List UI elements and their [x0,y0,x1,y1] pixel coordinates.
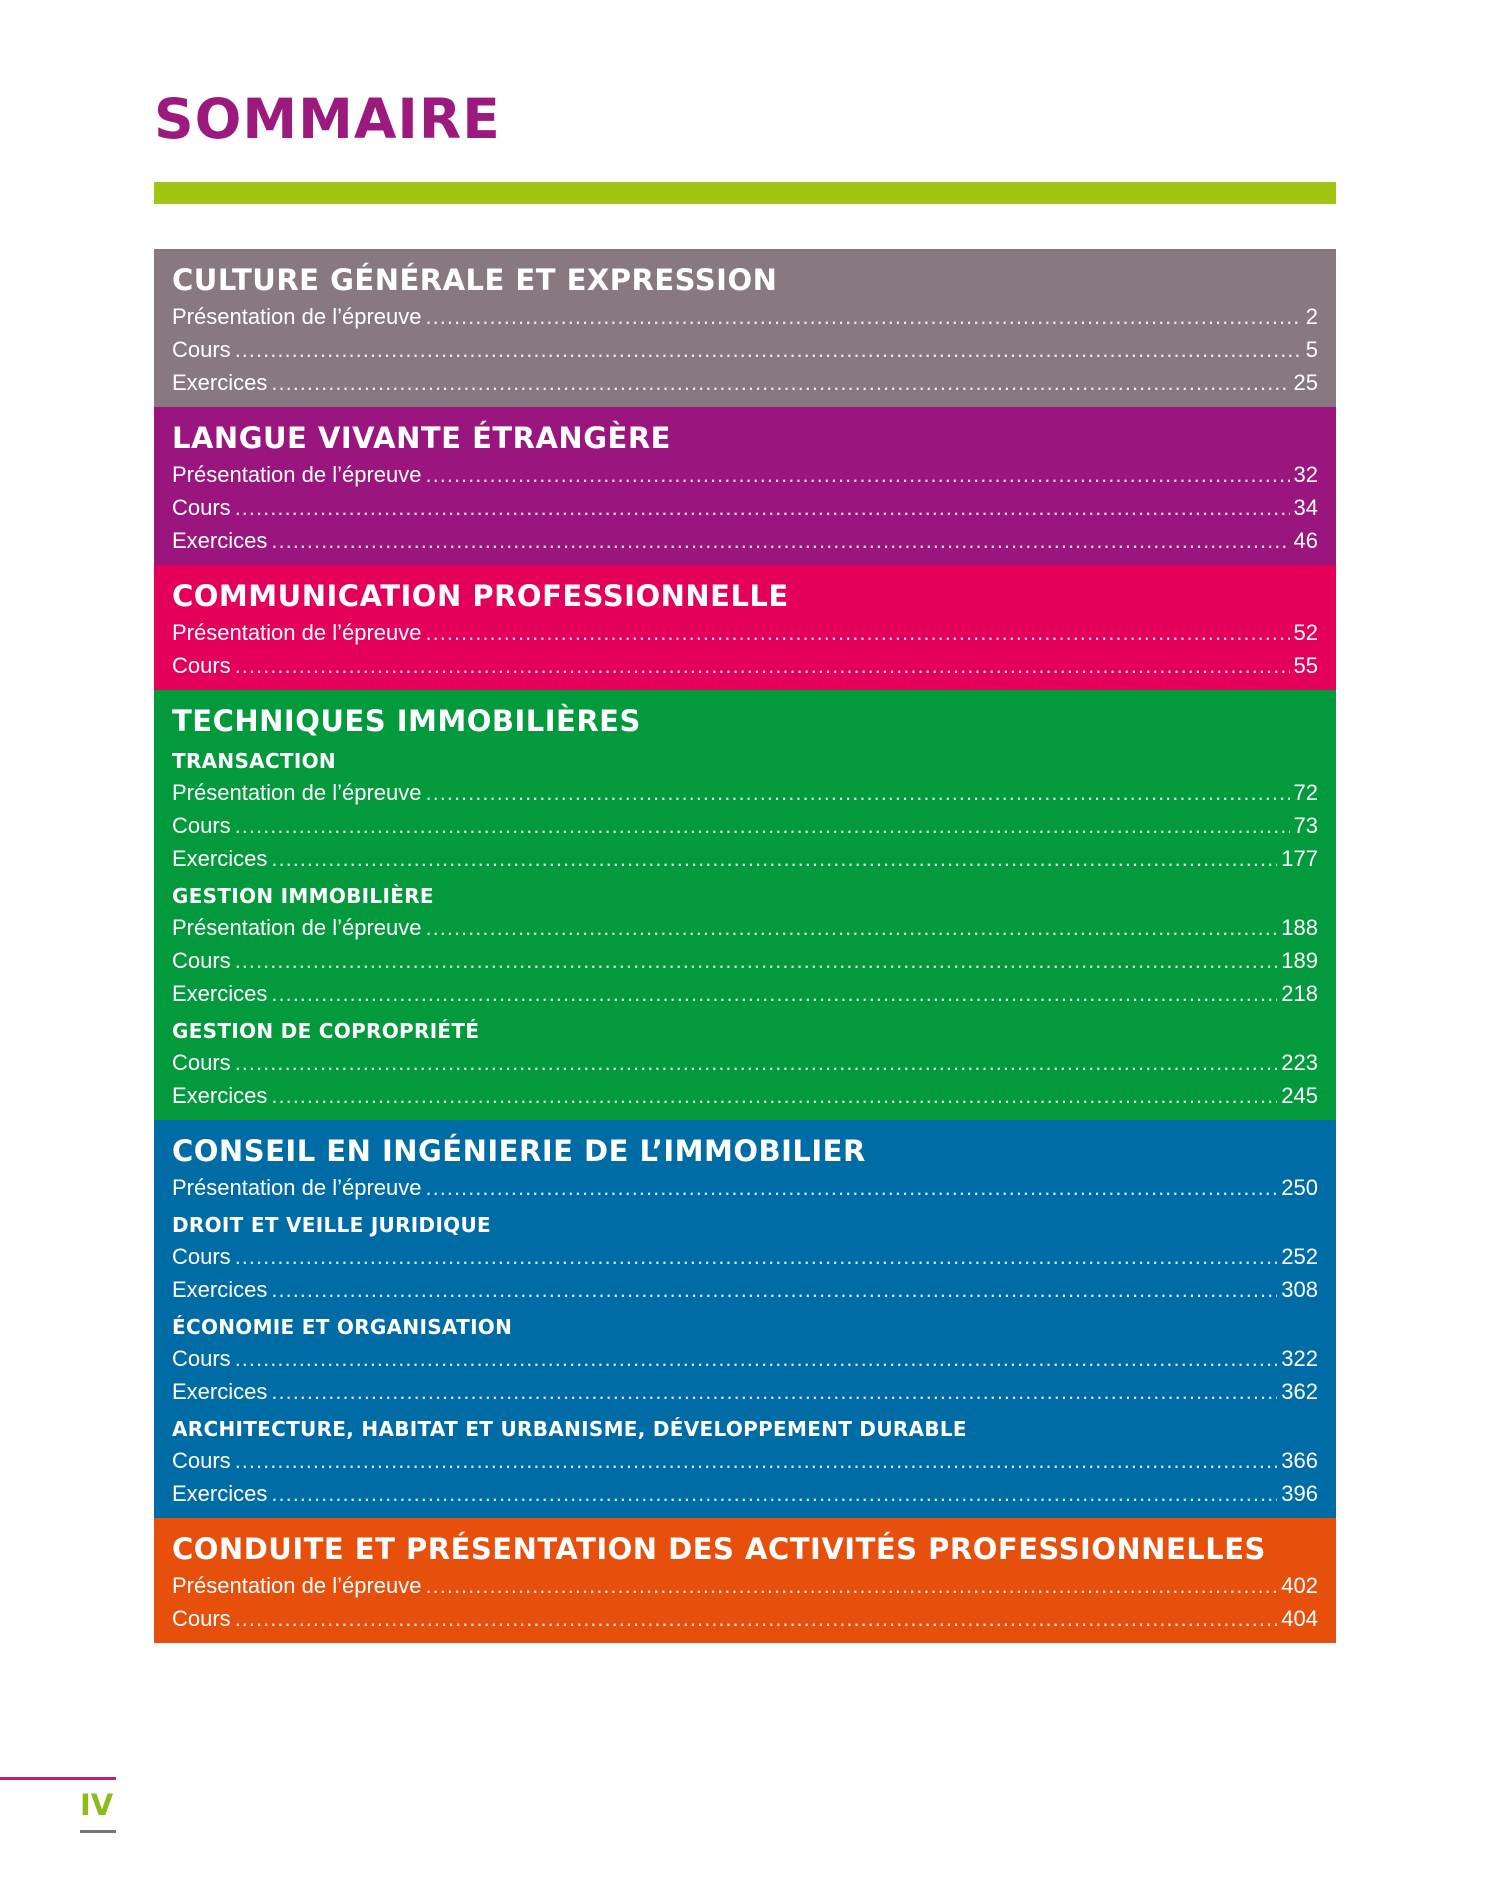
toc-entry-label: Présentation de l’épreuve [172,304,422,329]
toc-dot-leader [271,1079,1277,1112]
toc-dot-leader [426,300,1302,333]
toc-entry-page: 55 [1293,653,1318,678]
toc-entry-page: 188 [1281,915,1318,940]
toc-dot-leader [426,458,1290,491]
toc-dot-leader [271,977,1277,1010]
toc-dot-leader [271,524,1289,557]
toc-entry[interactable] [172,809,1318,842]
toc-section [154,565,1336,690]
toc-section-title: COMMUNICATION PROFESSIONNELLE [172,579,789,613]
toc-entry[interactable] [172,1171,1318,1204]
toc-entry[interactable] [172,1273,1318,1306]
toc-entry-page: 73 [1293,813,1318,838]
toc-section-title: TECHNIQUES IMMOBILIÈRES [172,704,641,738]
toc-entry[interactable] [172,1375,1318,1408]
toc-section [154,407,1336,565]
toc-subsection-title: ÉCONOMIE ET ORGANISATION [172,1315,513,1339]
toc-entry-page: 2 [1305,304,1318,329]
page-title: SOMMAIRE [154,87,501,151]
toc-section-title: CULTURE GÉNÉRALE ET EXPRESSION [172,263,778,297]
toc-section-title: CONSEIL EN INGÉNIERIE DE L’IMMOBILIER [172,1134,866,1168]
toc-entry[interactable] [172,458,1318,491]
toc-subsection-title: DROIT ET VEILLE JURIDIQUE [172,1213,491,1237]
toc-dot-leader [426,776,1290,809]
toc-entry-page: 46 [1293,528,1318,553]
toc-section [154,249,1336,407]
toc-dot-leader [271,1477,1277,1510]
toc-entry-page: 25 [1293,370,1318,395]
toc-entry-page: 52 [1293,620,1318,645]
toc-entry[interactable] [172,300,1318,333]
toc-dot-leader [235,1046,1278,1079]
toc-section [154,1120,1336,1518]
toc-dot-leader [271,842,1277,875]
toc-entry[interactable] [172,1079,1318,1112]
toc-dot-leader [235,649,1290,682]
toc-entry-label: Exercices [172,846,268,871]
toc-entry-label: Présentation de l’épreuve [172,780,422,805]
toc-entry-label: Cours [172,337,231,362]
toc-entry-label: Cours [172,495,231,520]
toc-section-title: CONDUITE ET PRÉSENTATION DES ACTIVITÉS PROFESSIONNELLES [172,1532,1266,1566]
toc-entry-page: 322 [1281,1346,1318,1371]
toc-entry[interactable] [172,842,1318,875]
toc-dot-leader [426,616,1290,649]
toc-entry-label: Exercices [172,528,268,553]
table-of-contents [154,249,1336,1643]
toc-dot-leader [426,911,1278,944]
toc-entry-page: 250 [1281,1175,1318,1200]
title-underline-bar [154,182,1336,204]
page-corner-rule [0,1777,116,1780]
toc-entry-label: Présentation de l’épreuve [172,1573,422,1598]
toc-entry-label: Présentation de l’épreuve [172,620,422,645]
toc-entry[interactable] [172,1602,1318,1635]
toc-entry-page: 177 [1281,846,1318,871]
toc-entry-page: 72 [1293,780,1318,805]
toc-dot-leader [235,1602,1278,1635]
toc-subsection-title: TRANSACTION [172,749,336,773]
toc-entry-label: Cours [172,1346,231,1371]
toc-entry-page: 404 [1281,1606,1318,1631]
toc-entry-label: Exercices [172,1083,268,1108]
toc-dot-leader [235,1240,1278,1273]
toc-entry-label: Cours [172,1050,231,1075]
toc-dot-leader [426,1569,1278,1602]
toc-dot-leader [271,366,1289,399]
toc-dot-leader [235,944,1278,977]
toc-entry-page: 5 [1305,337,1318,362]
toc-section [154,1518,1336,1643]
toc-entry-label: Présentation de l’épreuve [172,1175,422,1200]
toc-entry-label: Cours [172,813,231,838]
toc-entry[interactable] [172,366,1318,399]
toc-subsection-title: GESTION IMMOBILIÈRE [172,884,434,908]
toc-dot-leader [235,491,1290,524]
toc-entry-label: Cours [172,1606,231,1631]
toc-dot-leader [271,1273,1277,1306]
toc-section-title: LANGUE VIVANTE ÉTRANGÈRE [172,421,671,455]
toc-entry[interactable] [172,333,1318,366]
toc-subsection-title: GESTION DE COPROPRIÉTÉ [172,1019,480,1043]
toc-section [154,690,1336,1120]
toc-entry-label: Cours [172,1448,231,1473]
toc-entry[interactable] [172,1444,1318,1477]
toc-entry-label: Exercices [172,981,268,1006]
toc-dot-leader [235,1444,1278,1477]
toc-entry-page: 218 [1281,981,1318,1006]
toc-entry[interactable] [172,944,1318,977]
toc-entry-label: Exercices [172,1481,268,1506]
toc-entry[interactable] [172,1240,1318,1273]
toc-entry-page: 32 [1293,462,1318,487]
toc-entry[interactable] [172,1046,1318,1079]
toc-entry-label: Cours [172,653,231,678]
toc-entry-page: 252 [1281,1244,1318,1269]
toc-dot-leader [235,809,1290,842]
toc-entry-page: 366 [1281,1448,1318,1473]
toc-entry[interactable] [172,1569,1318,1602]
toc-entry-label: Présentation de l’épreuve [172,915,422,940]
toc-entry-page: 402 [1281,1573,1318,1598]
toc-entry-page: 308 [1281,1277,1318,1302]
toc-entry-label: Cours [172,948,231,973]
toc-dot-leader [235,1342,1278,1375]
toc-entry-page: 396 [1281,1481,1318,1506]
toc-dot-leader [271,1375,1277,1408]
page-number-underline [80,1830,116,1833]
toc-subsection-title: ARCHITECTURE, HABITAT ET URBANISME, DÉVELOPPEMENT DURABLE [172,1417,967,1441]
toc-entry-label: Exercices [172,370,268,395]
page-number: IV [80,1788,114,1822]
toc-dot-leader [235,333,1302,366]
toc-entry-page: 34 [1293,495,1318,520]
toc-entry-label: Exercices [172,1277,268,1302]
toc-entry-label: Présentation de l’épreuve [172,462,422,487]
toc-entry[interactable] [172,977,1318,1010]
toc-entry[interactable] [172,649,1318,682]
toc-entry[interactable] [172,491,1318,524]
toc-entry-page: 223 [1281,1050,1318,1075]
toc-entry-label: Exercices [172,1379,268,1404]
toc-entry[interactable] [172,524,1318,557]
toc-entry[interactable] [172,1342,1318,1375]
toc-entry-label: Cours [172,1244,231,1269]
toc-entry[interactable] [172,616,1318,649]
toc-entry[interactable] [172,776,1318,809]
toc-entry[interactable] [172,911,1318,944]
toc-dot-leader [426,1171,1278,1204]
toc-entry-page: 189 [1281,948,1318,973]
toc-entry-page: 245 [1281,1083,1318,1108]
toc-entry-page: 362 [1281,1379,1318,1404]
toc-entry[interactable] [172,1477,1318,1510]
